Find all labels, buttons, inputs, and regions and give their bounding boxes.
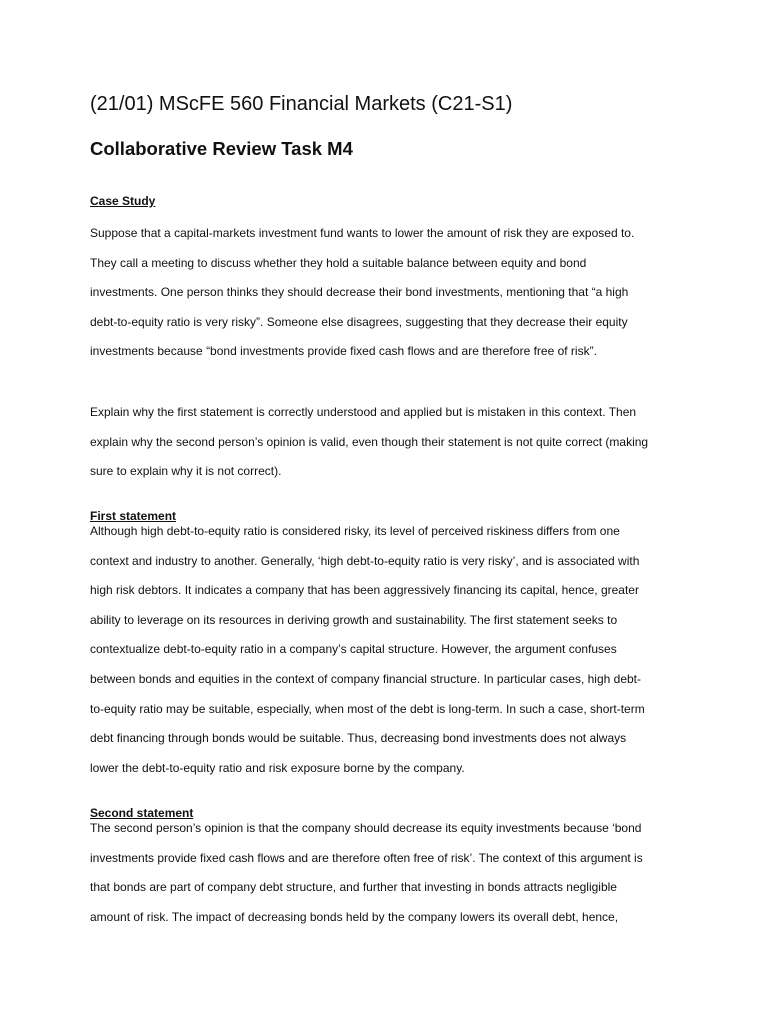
paragraph-line: Although high debt-to-equity ratio is considered risky, its level of perceived riskiness differs from one <box>90 524 620 538</box>
task-title: Collaborative Review Task M4 <box>90 138 353 159</box>
paragraph-line: amount of risk. The impact of decreasing bonds held by the company lowers its overall debt, hence, <box>90 909 619 924</box>
document-page <box>90 0 690 1024</box>
instructions-paragraph <box>90 405 690 494</box>
paragraph-line: They call a meeting to discuss whether they hold a suitable balance between equity and bond <box>90 255 587 270</box>
paragraph-line: explain why the second person’s opinion is valid, even though their statement is not quite correct (making <box>90 434 649 449</box>
paragraph-line: Explain why the first statement is correctly understood and applied but is mistaken in this context. Then <box>90 405 637 419</box>
paragraph-line: contextualize debt-to-equity ratio in a company’s capital structure. However, the argument confuses <box>90 642 617 657</box>
paragraph-line: Suppose that a capital-markets investment fund wants to lower the amount of risk they are exposed to. <box>90 226 635 240</box>
second-statement-heading: Second statement <box>90 806 194 820</box>
paragraph-line: investments provide fixed cash flows and are therefore often free of risk’. The context of this argument is <box>90 850 643 865</box>
paragraph-line: high risk debtors. It indicates a company that has been aggressively financing its capital, hence, greater <box>90 583 639 598</box>
paragraph-line: ability to leverage on its resources in deriving growth and sustainability. The first statement seeks to <box>90 612 618 627</box>
first-statement-paragraph <box>90 524 690 790</box>
paragraph-line: sure to explain why it is not correct). <box>90 464 282 479</box>
paragraph-line: debt financing through bonds would be suitable. Thus, decreasing bond investments does not always <box>90 731 627 746</box>
paragraph-line: investments because “bond investments provide fixed cash flows and are therefore free of risk”. <box>90 344 597 359</box>
first-statement-heading: First statement <box>90 509 177 523</box>
paragraph-line: debt-to-equity ratio is very risky”. Someone else disagrees, suggesting that they decrease their equity <box>90 314 628 329</box>
paragraph-line: context and industry to another. Generally, ‘high debt-to-equity ratio is very risky’, and is associated with <box>90 553 640 568</box>
case-study-heading: Case Study <box>90 194 156 208</box>
case-study-paragraph <box>90 226 690 374</box>
paragraph-line: between bonds and equities in the context of company financial structure. In particular cases, high debt- <box>90 671 641 686</box>
paragraph-line: The second person’s opinion is that the company should decrease its equity investments because ‘bond <box>90 821 642 835</box>
paragraph-line: that bonds are part of company debt structure, and further that investing in bonds attracts negligible <box>90 880 617 895</box>
paragraph-line: to-equity ratio may be suitable, especially, when most of the debt is long-term. In such a case, short-term <box>90 701 645 716</box>
second-statement-paragraph <box>90 821 690 939</box>
paragraph-line: lower the debt-to-equity ratio and risk exposure borne by the company. <box>90 760 465 775</box>
paragraph-line: investments. One person thinks they should decrease their bond investments, mentioning that “a high <box>90 285 629 300</box>
course-title: (21/01) MScFE 560 Financial Markets (C21-S1) <box>90 93 513 115</box>
